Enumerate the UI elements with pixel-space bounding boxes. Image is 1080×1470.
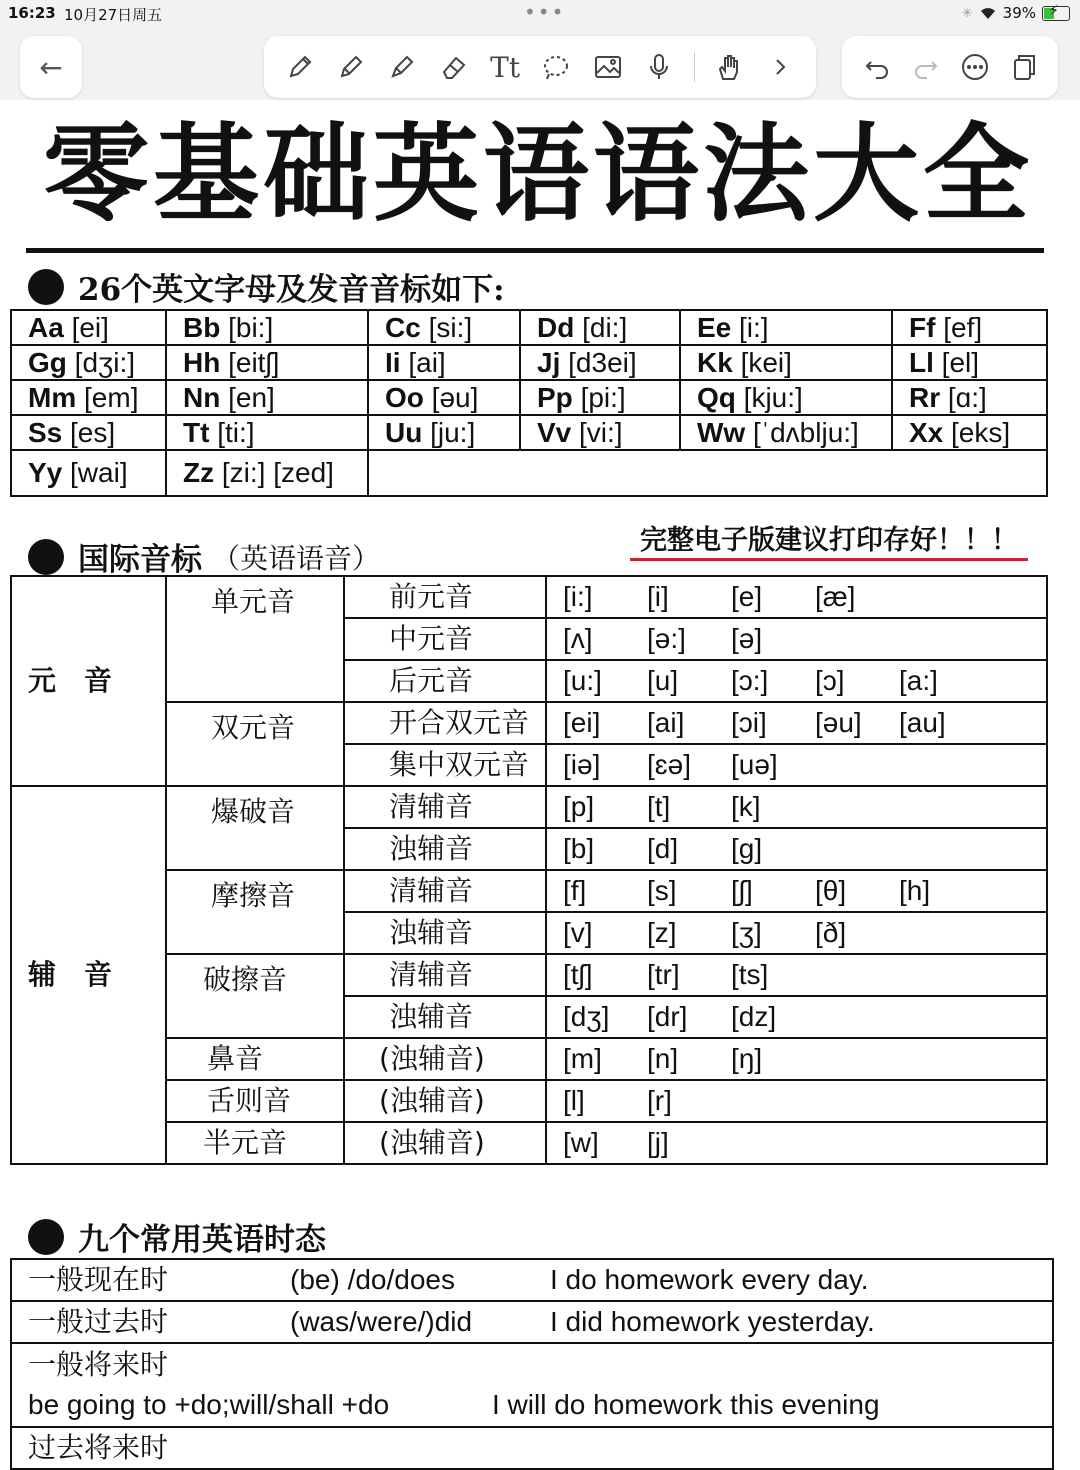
letter: Jj — [537, 346, 561, 378]
alphabet-cell — [11, 450, 166, 496]
phonetic: [ei] — [71, 311, 109, 343]
table-row — [11, 310, 1047, 345]
ipa-type: 中元音 — [344, 618, 546, 660]
undo-icon[interactable] — [860, 50, 894, 84]
phonetic: [d3ei] — [568, 346, 637, 378]
tense-table — [10, 1258, 1054, 1470]
ipa-symbol: [a:] — [899, 665, 938, 696]
ipa-type: 后元音 — [344, 660, 546, 702]
phonetic: [ai] — [408, 346, 446, 378]
group-semivowel: 半元音 — [166, 1122, 344, 1164]
tense-example: I did homework yesterday. — [550, 1306, 875, 1337]
letter: Ee — [697, 311, 732, 343]
alphabet-table — [10, 309, 1048, 497]
table-row — [11, 702, 1047, 744]
ipa-symbol: [e] — [731, 581, 763, 612]
ipa-symbol: [θ] — [815, 875, 847, 906]
alphabet-cell — [892, 345, 1047, 380]
alphabet-cell — [368, 345, 520, 380]
alphabet-cell — [11, 310, 166, 345]
pen-icon[interactable] — [334, 50, 368, 84]
eraser-icon[interactable] — [437, 50, 471, 84]
table-row — [11, 1301, 1053, 1343]
action-buttons — [842, 36, 1058, 98]
ipa-symbols — [546, 996, 1047, 1038]
table-row — [11, 1080, 1047, 1122]
multitasking-dots-icon[interactable]: ••• — [524, 0, 566, 24]
ipa-type: 清辅音 — [344, 870, 546, 912]
alphabet-cell — [368, 450, 1047, 496]
table-row — [11, 1259, 1053, 1301]
tense-name: 过去将来时 — [28, 1431, 169, 1464]
section-alphabet-heading — [28, 264, 505, 309]
microphone-icon[interactable] — [642, 50, 676, 84]
toolbar-divider — [694, 52, 695, 82]
tense-form: be going to +do;will/shall +do — [28, 1389, 390, 1420]
ipa-symbol: [ai] — [647, 707, 685, 738]
phonetic: [kju:] — [743, 381, 803, 413]
letter: Cc — [385, 311, 421, 343]
tense-cell — [11, 1301, 1053, 1343]
ipa-symbols — [546, 828, 1047, 870]
ipa-symbols — [546, 870, 1047, 912]
group-mono: 单元音 — [166, 576, 344, 702]
table-row — [11, 1038, 1047, 1080]
phonetic: [el] — [941, 346, 980, 378]
ipa-symbol: [h] — [899, 875, 931, 906]
ipa-table — [10, 575, 1048, 1165]
tense-cell — [11, 1343, 1053, 1427]
ipa-symbol: [ei] — [563, 707, 601, 738]
table-row — [11, 954, 1047, 996]
ipa-type: 清辅音 — [344, 954, 546, 996]
tool-palette — [264, 36, 816, 98]
alphabet-cell — [520, 380, 680, 415]
section-tense-title: 九个常用英语时态 — [78, 1222, 326, 1258]
ipa-symbol: [dr] — [647, 1001, 688, 1032]
alphabet-cell — [11, 415, 166, 450]
alphabet-cell — [680, 310, 892, 345]
phonetic: [si:] — [428, 311, 473, 343]
ipa-symbol: [s] — [647, 875, 677, 906]
ipa-symbol: [j] — [647, 1127, 669, 1158]
alphabet-cell — [892, 415, 1047, 450]
alphabet-cell — [680, 345, 892, 380]
ipa-type: 清辅音 — [344, 786, 546, 828]
ipa-type: 集中双元音 — [344, 744, 546, 786]
ipa-symbol: [ʒ] — [731, 917, 762, 948]
ipa-symbols — [546, 1038, 1047, 1080]
tense-name: 一般过去时 — [28, 1305, 169, 1338]
ipa-symbol: [ŋ] — [731, 1043, 763, 1074]
ipa-type: (浊辅音) — [344, 1080, 546, 1122]
hand-icon[interactable] — [712, 50, 746, 84]
letter: Kk — [697, 346, 733, 378]
alphabet-cell — [166, 415, 368, 450]
letter: Oo — [385, 381, 424, 413]
status-time: 16:23 — [8, 4, 56, 22]
lasso-icon[interactable] — [539, 50, 573, 84]
ipa-symbol: [p] — [563, 791, 595, 822]
phonetic: [di:] — [582, 311, 628, 343]
phonetic: [eks] — [951, 416, 1011, 448]
ipa-symbol: [r] — [647, 1085, 672, 1116]
alphabet-cell — [166, 310, 368, 345]
letter: Uu — [385, 416, 423, 448]
ipa-symbol: [iə] — [563, 749, 601, 780]
ipa-symbol: [m] — [563, 1043, 602, 1074]
phonetic: [en] — [228, 381, 275, 413]
letter: Bb — [183, 311, 221, 343]
highlighter-icon[interactable] — [385, 50, 419, 84]
ipa-symbol: [ɔ:] — [731, 665, 769, 696]
ipa-symbols — [546, 618, 1047, 660]
notes-toolbar — [0, 28, 1080, 100]
tense-name: 一般现在时 — [28, 1263, 169, 1296]
letter: Aa — [28, 311, 64, 343]
more-icon[interactable] — [958, 50, 992, 84]
ipa-symbol: [z] — [647, 917, 677, 948]
phonetic: [ti:] — [217, 416, 255, 448]
letter: Rr — [909, 381, 941, 413]
alphabet-cell — [520, 345, 680, 380]
ipa-symbol: [b] — [563, 833, 595, 864]
letter: Zz — [183, 457, 215, 488]
alphabet-cell — [11, 380, 166, 415]
alphabet-cell — [520, 310, 680, 345]
letter: Ii — [385, 346, 401, 378]
ipa-type: 浊辅音 — [344, 828, 546, 870]
alphabet-cell — [368, 310, 520, 345]
phonetic: [ef] — [943, 311, 983, 343]
bullet-icon — [28, 269, 64, 305]
section-tense-heading — [28, 1214, 326, 1259]
group-diph: 双元音 — [166, 702, 344, 786]
letter: Xx — [909, 416, 944, 448]
ipa-symbol: [tʃ] — [563, 959, 593, 990]
ipa-symbols — [546, 660, 1047, 702]
ipa-symbols — [546, 954, 1047, 996]
ipa-symbol: [u] — [647, 665, 679, 696]
title-underline — [26, 248, 1044, 253]
ipa-symbol: [i:] — [563, 581, 593, 612]
phonetic: [əu] — [431, 381, 479, 413]
letter: Vv — [537, 416, 572, 448]
alphabet-cell — [520, 415, 680, 450]
ipa-type: 前元音 — [344, 576, 546, 618]
ipa-symbol: [ts] — [731, 959, 769, 990]
phonetic: [zi:] [zed] — [221, 457, 334, 488]
tense-cell — [11, 1259, 1053, 1301]
table-row — [11, 1427, 1053, 1469]
ipa-symbols — [546, 744, 1047, 786]
table-row — [11, 870, 1047, 912]
letter: Ff — [909, 311, 936, 343]
ipa-symbol: [ə:] — [647, 623, 686, 654]
ipa-symbol: [ɔi] — [731, 707, 767, 738]
group-lateral: 舌则音 — [166, 1080, 344, 1122]
ipa-symbol: [ð] — [815, 917, 847, 948]
letter: Qq — [697, 381, 736, 413]
group-plosive: 爆破音 — [166, 786, 344, 870]
ipa-symbols — [546, 912, 1047, 954]
ipa-symbols — [546, 576, 1047, 618]
letter: Ss — [28, 416, 63, 448]
ipa-symbol: [i] — [647, 581, 669, 612]
status-bar — [0, 0, 1080, 28]
bullet-icon — [28, 1219, 64, 1255]
ipa-symbol: [n] — [647, 1043, 679, 1074]
ipa-symbol: [ʌ] — [563, 623, 593, 654]
ipa-type: 浊辅音 — [344, 912, 546, 954]
table-row — [11, 380, 1047, 415]
alphabet-cell — [368, 380, 520, 415]
phonetic: [bi:] — [228, 311, 274, 343]
ipa-symbol: [ə] — [731, 623, 763, 654]
ipa-symbol: [dz] — [731, 1001, 777, 1032]
phonetic: [es] — [70, 416, 116, 448]
alphabet-cell — [11, 345, 166, 380]
tense-cell — [11, 1427, 1053, 1469]
ipa-symbol: [f] — [563, 875, 587, 906]
letter: Ww — [697, 416, 746, 448]
ipa-symbol: [u:] — [563, 665, 602, 696]
ipa-symbol: [ʃ] — [731, 875, 753, 906]
phonetic: [vi:] — [579, 416, 623, 448]
status-date: 10月27日周五 — [64, 6, 163, 24]
phonetic: [wai] — [70, 457, 128, 488]
ipa-symbol: [uə] — [731, 749, 778, 780]
print-note: 完整电子版建议打印存好！！！ — [640, 525, 1018, 556]
ipa-symbol: [au] — [899, 707, 946, 738]
text-icon[interactable]: Tt — [490, 50, 521, 84]
ipa-symbol: [dʒ] — [563, 1001, 610, 1032]
phonetic: [em] — [84, 381, 139, 413]
consonant-label: 辅 音 — [11, 786, 166, 1164]
ipa-symbol: [æ] — [815, 581, 856, 612]
group-fricative: 摩擦音 — [166, 870, 344, 954]
bullet-icon — [28, 539, 64, 575]
alphabet-cell — [892, 310, 1047, 345]
back-button[interactable] — [20, 36, 82, 98]
charging-icon: ⚡ — [1049, 2, 1059, 19]
alphabet-cell — [368, 415, 520, 450]
ipa-symbol: [l] — [563, 1085, 585, 1116]
pen-icon[interactable] — [283, 50, 317, 84]
table-row — [11, 1122, 1047, 1164]
ipa-symbol: [d] — [647, 833, 679, 864]
section-alphabet-title: 26个英文字母及发音音标如下: — [78, 272, 505, 308]
ipa-symbol: [k] — [731, 791, 761, 822]
phonetic: [eitʃ] — [228, 346, 280, 378]
phonetic: [ju:] — [430, 416, 476, 448]
phonetic: [pi:] — [580, 381, 626, 413]
pages-icon[interactable] — [1007, 50, 1041, 84]
document-title: 零基础英语语法大全 — [43, 113, 1033, 236]
battery-percent: 39% — [1002, 4, 1036, 22]
ipa-type: (浊辅音) — [344, 1038, 546, 1080]
letter: Mm — [28, 381, 77, 413]
tense-form-line — [28, 1385, 1052, 1425]
ipa-symbols — [546, 702, 1047, 744]
ipa-symbol: [g] — [731, 833, 763, 864]
letter: Gg — [28, 346, 67, 378]
group-nasal: 鼻音 — [166, 1038, 344, 1080]
letter: Nn — [183, 381, 221, 413]
letter: Hh — [183, 346, 221, 378]
image-icon[interactable] — [591, 50, 625, 84]
ipa-type: 浊辅音 — [344, 996, 546, 1038]
alphabet-cell — [892, 380, 1047, 415]
table-row — [11, 1343, 1053, 1427]
phonetic: [ˈdʌblju:] — [753, 416, 859, 448]
letter: Ll — [909, 346, 934, 378]
arrow-left-icon: ← — [39, 50, 63, 84]
alphabet-cell — [680, 380, 892, 415]
phonetic: [kei] — [740, 346, 792, 378]
chevron-right-icon[interactable] — [763, 50, 797, 84]
battery-icon — [1042, 2, 1070, 21]
tense-form: (be) /do/does — [290, 1264, 455, 1295]
ipa-symbols — [546, 1080, 1047, 1122]
alphabet-cell — [680, 415, 892, 450]
phonetic: [i:] — [739, 311, 769, 343]
wifi-icon — [979, 6, 997, 20]
signal-icon: ✳ — [961, 5, 973, 21]
tense-example: I do homework every day. — [550, 1264, 869, 1295]
letter: Tt — [183, 416, 210, 448]
ipa-symbols — [546, 786, 1047, 828]
ipa-type: 开合双元音 — [344, 702, 546, 744]
ipa-symbol: [tr] — [647, 959, 680, 990]
redo-icon[interactable] — [909, 50, 943, 84]
table-row — [11, 345, 1047, 380]
print-note-underline — [630, 558, 1028, 561]
alphabet-cell — [166, 380, 368, 415]
section-ipa-heading — [28, 534, 380, 579]
tense-example: I will do homework this evening — [492, 1389, 880, 1420]
group-affricate: 破擦音 — [166, 954, 344, 1038]
phonetic: [dʒi:] — [74, 346, 136, 378]
table-row — [11, 786, 1047, 828]
table-row — [11, 576, 1047, 618]
letter: Yy — [28, 457, 63, 488]
ipa-symbol: [t] — [647, 791, 671, 822]
alphabet-cell — [166, 450, 368, 496]
table-row — [11, 415, 1047, 450]
phonetic: [ɑ:] — [947, 381, 987, 413]
tense-name: 一般将来时 — [28, 1348, 169, 1381]
status-right — [962, 4, 1070, 22]
table-row — [11, 450, 1047, 496]
tense-form: (was/were/)did — [290, 1306, 473, 1337]
ipa-symbol: [v] — [563, 917, 593, 948]
ipa-symbol: [ɔ] — [815, 665, 845, 696]
letter: Dd — [537, 311, 575, 343]
letter: Pp — [537, 381, 573, 413]
ipa-symbol: [əu] — [815, 707, 862, 738]
section-ipa-title: 国际音标 — [78, 542, 202, 578]
ipa-symbols — [546, 1122, 1047, 1164]
ipa-symbol: [w] — [563, 1127, 599, 1158]
ipa-type: (浊辅音) — [344, 1122, 546, 1164]
section-ipa-subtitle: （英语语音） — [212, 541, 381, 575]
vowel-label: 元 音 — [11, 576, 166, 786]
ipa-symbol: [ɛə] — [647, 749, 691, 780]
alphabet-cell — [166, 345, 368, 380]
